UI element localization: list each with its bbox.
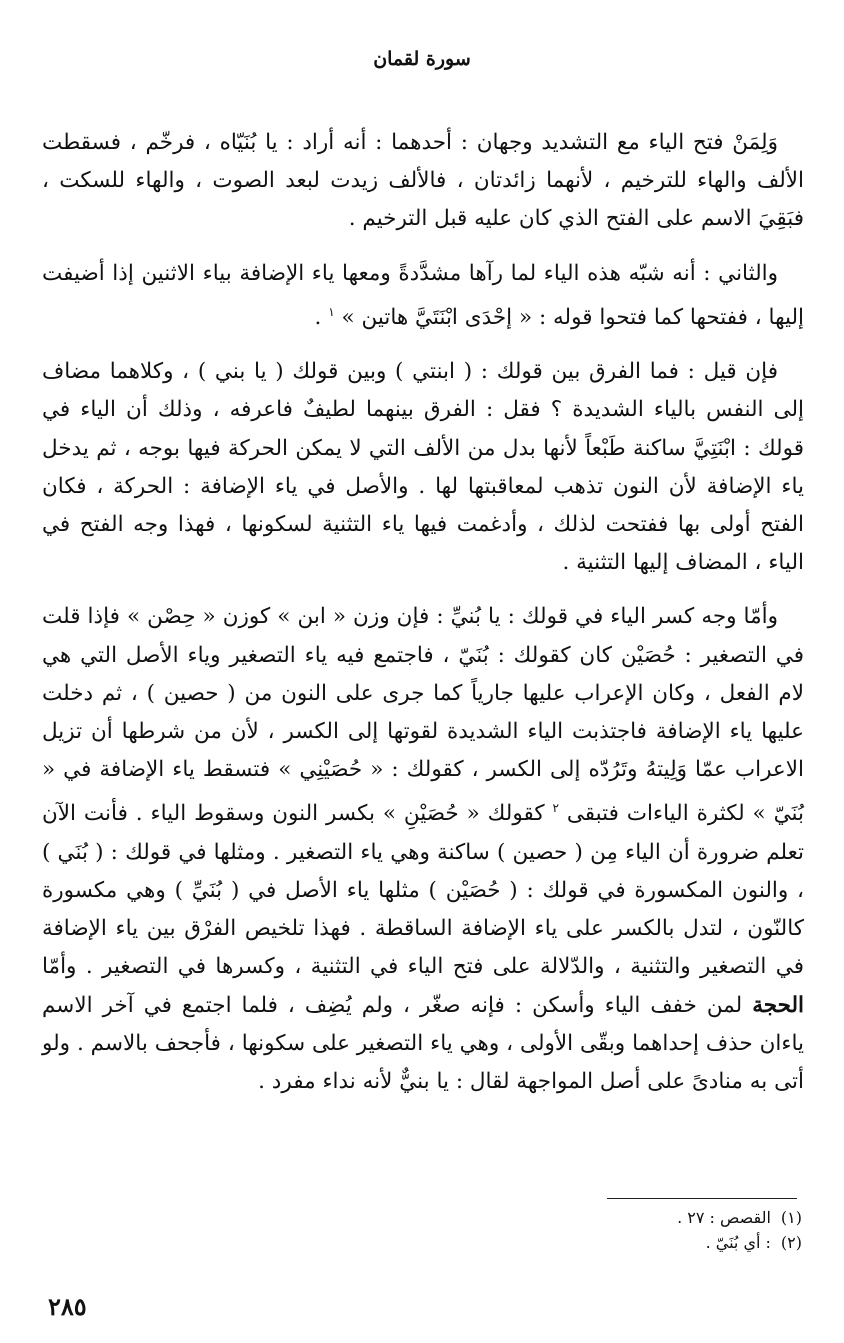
footnote-text: القصص : ٢٧ . (677, 1208, 771, 1227)
paragraph (42, 255, 804, 338)
footnote-ref: ١ (328, 304, 335, 319)
paragraph (42, 124, 804, 239)
running-head: سورة لقمان (373, 48, 471, 70)
footnote-number: (٢) (780, 1233, 802, 1252)
text-run: والثاني : أنه شبّه هذه الياء لما رآها مشدَّدةً ومعها ياء الإضافة بياء الاثنين إذا أضيفت إليها ، ففتحها كما فتحوا قوله : « إحْدَى ابْنَتَيَّ هاتين » (42, 260, 804, 330)
text-run: وأمّا وجه كسر الياء في قولك : يا بُنيِّ : فإن وزن « ابن » كوزن « حِصْن » فإذا قلت في التصغير : حُصَيْن كان كقولك : بُنَيّ ، فاجتمع فيه ياء التصغير وياء الأصل التي هي لام الفعل ، وكان الإعراب عليها جارياً كما جرى على النون من ( حصين ) ، ثم دخلت عليها ياء الإضافة فاجتذبت الياء الشديدة لقوتها إلى الكسر ، لأن من شرطها أن تزيل الاعراب عمّا وَلِيتهُ وتَرُدّه إلى الكسر ، كقولك : « حُصَيْنِي » فتسقط ياء الإضافة في « بُنَيّ » لكثرة الياءات فتبقى (42, 604, 804, 827)
text-run: كقولك « حُصَيْنِ » بكسر النون وسقوط الياء . فأنت الآن تعلم ضرورة أن الياء مِن ( حصين ) ساكنة وهي ياء التصغير . ومثلها في قولك : ( بُنَي ) ، والنون المكسورة في قولك : ( حُصَيْن ) مثلها ياء الأصل في ( بُنَيِّ ) وهي مكسورة كالنّون ، لتدل بالكسر على ياء الإضافة الساقطة . فهذا تلخيص الفرْق بين ياء الإضافة في التصغير والتثنية ، والدّلالة على فتح الياء في التثنية ، وكسرها في التصغير . وأمّا (42, 801, 804, 980)
text-run: . (314, 304, 329, 330)
bold-term: الحجة (752, 992, 804, 1018)
page-number: ٢٨٥ (48, 1292, 87, 1321)
paragraph (42, 353, 804, 582)
footnote-number: (١) (780, 1208, 802, 1227)
footnote-text: : أي بُنَيّ . (705, 1233, 771, 1252)
footnote (402, 1230, 802, 1255)
text-run: وَلِمَنْ فتح الياء مع التشديد وجهان : أحدهما : أنه أراد : يا بُنَيّاه ، فرخّم ، فسقطت الألف والهاء للترخيم ، لأنهما زائدتان ، فالألف زيدت لبعد الصوت ، والهاء للسكت ، فبَقِيَ الاسم على الفتح الذي كان عليه قبل الترخيم . (42, 130, 804, 232)
paragraph (42, 598, 804, 1101)
main-text (42, 124, 804, 1101)
footnote (402, 1205, 802, 1230)
footnotes (402, 1205, 802, 1255)
footnote-ref: ٢ (552, 801, 559, 816)
text-run: فإن قيل : فما الفرق بين قولك : ( ابنتي ) وبين قولك ( يا بني ) ، وكلاهما مضاف إلى النفس بالياء الشديدة ؟ فقل : الفرق بينهما لطيفٌ فاعرفه ، وذلك أن الياء في قولك : ابْنَتِيَّ ساكنة طَبْعاً لأنها بدل من الألف التي لا يمكن الحركة فيها بوجه ، ثم يدخل ياء الإضافة لأن النون تذهب لمعاقبتها لها . والأصل في ياء الإضافة : الحركة ، فكان الفتح أولى بها ففتحت لذلك ، وأدغمت فيها ياء التثنية لسكونها ، فهذا وجه الفتح في الياء ، المضاف إليها التثنية . (42, 359, 804, 576)
footnote-divider (607, 1198, 797, 1199)
text-run: لمن خفف الياء وأسكن : فإنه صغّر ، ولم يُضِف ، فلما اجتمع في آخر الاسم ياءان حذف إحداهما وبقّى الأولى ، وهي ياء التصغير على سكونها ، فأجحف بالاسم . ولو أتى به منادىً على أصل المواجهة لقال : يا بنيٌّ لأنه نداء مفرد . (42, 992, 804, 1094)
